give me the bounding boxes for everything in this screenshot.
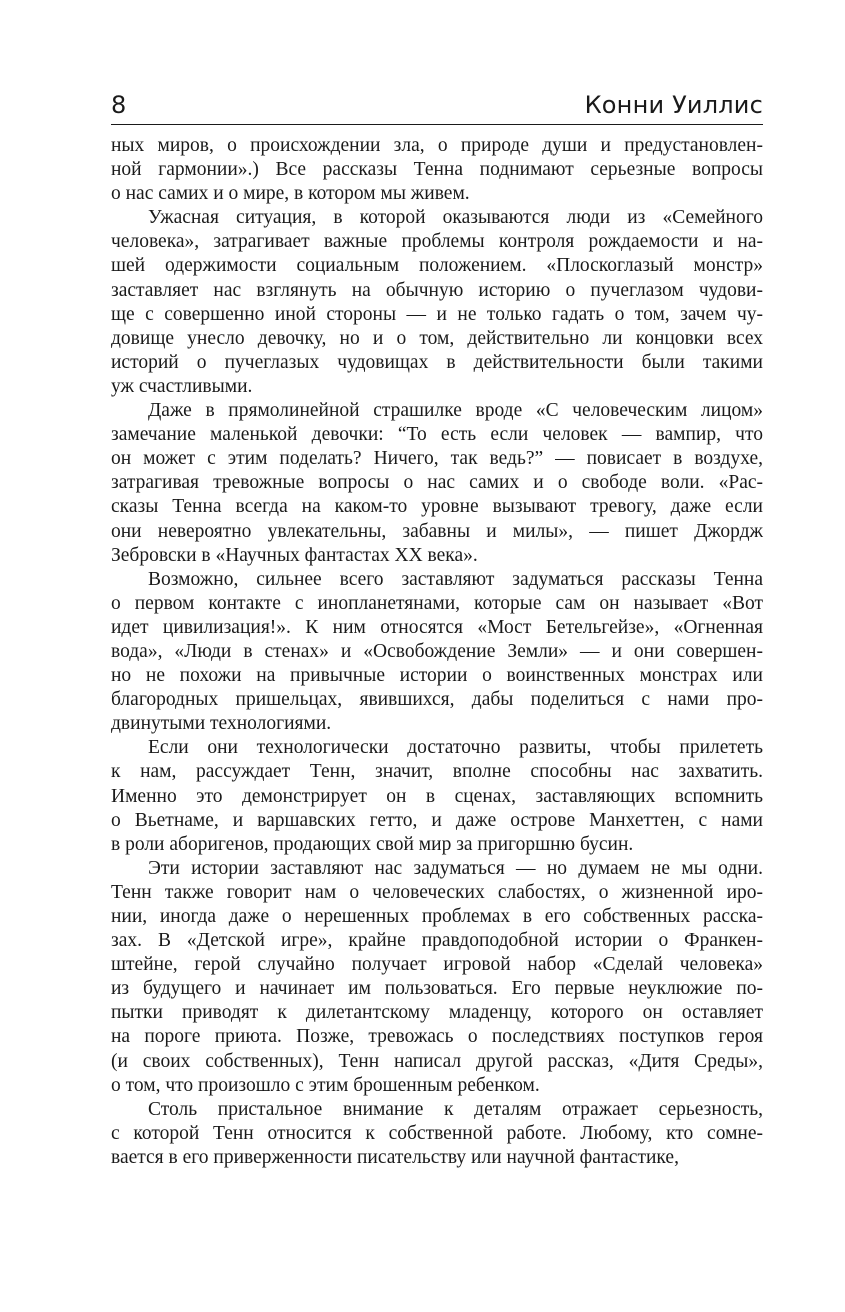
text-line: Тенн также говорит нам о человеческих слабостях, о жизненной иро- [111, 881, 763, 903]
text-line: довище унесло девочку, но и о том, действительно ли концовки всех [111, 327, 763, 349]
text-line: благородных пришельцах, явившихся, дабы поделиться с нами про- [111, 689, 763, 711]
text-line: (и своих собственных), Тенн написал другой рассказ, «Дитя Среды», [111, 1050, 763, 1072]
text-line: но не похожи на привычные истории о воинственных монстрах или [111, 665, 763, 687]
text-line: замечание маленькой девочки: “То есть если человек — вампир, что [111, 424, 763, 446]
text-line: Возможно, сильнее всего заставляют задуматься рассказы Тенна [148, 568, 763, 590]
text-line: человека», затрагивает важные проблемы контроля рождаемости и на- [111, 231, 763, 253]
paragraph [111, 568, 763, 737]
running-title: Конни Уиллис [584, 91, 763, 119]
text-line: зах. В «Детской игре», крайне правдоподобной истории о Франкен- [111, 930, 763, 952]
page-header [111, 84, 763, 125]
text-line: историй о пучеглазых чудовищах в действительности были такими [111, 351, 763, 373]
text-line: ных миров, о происхождении зла, о природе души и предустановлен- [111, 135, 763, 156]
text-line: Именно это демонстрирует он в сценах, заставляющих вспомнить [111, 785, 763, 807]
text-line: Столь пристальное внимание к деталям отражает серьезность, [148, 1098, 763, 1120]
text-line: затрагивая тревожные вопросы о нас самих и о свободе воли. «Рас- [111, 472, 763, 494]
paragraph [111, 206, 763, 399]
text-line: из будущего и начинает им пользоваться. Его первые неуклюжие по- [111, 978, 763, 1000]
paragraph [111, 857, 763, 1098]
text-line: Зебровски в «Научных фантастах XX века». [111, 544, 478, 566]
text-line: Даже в прямолинейной страшилке вроде «С человеческим лицом» [148, 400, 763, 422]
text-line: Ужасная ситуация, в которой оказываются люди из «Семейного [148, 207, 763, 229]
text-line: сказы Тенна всегда на каком-то уровне вызывают тревогу, даже если [111, 496, 763, 518]
text-line: уж счастливыми. [111, 375, 253, 397]
paragraph [111, 399, 763, 568]
book-page [111, 84, 763, 1170]
text-line: о том, что произошло с этим брошенным ребенком. [111, 1074, 540, 1096]
text-line: нии, иногда даже о нерешенных проблемах в его собственных расска- [111, 906, 763, 927]
text-line: Эти истории заставляют нас задуматься — но думаем не мы одни. [148, 857, 763, 879]
paragraph [111, 134, 763, 206]
text-line: о Вьетнаме, и варшавских гетто, и даже острове Манхеттен, с нами [111, 809, 763, 831]
text-line: о первом контакте с инопланетянами, которые сам он называет «Вот [111, 592, 763, 614]
page-number: 8 [111, 91, 127, 119]
text-line: двинутыми технологиями. [111, 713, 332, 735]
text-line: к нам, рассуждает Тенн, значит, вполне способны нас захватить. [111, 761, 763, 783]
text-line: вода», «Люди в стенах» и «Освобождение Земли» — и они совершен- [111, 640, 763, 662]
text-line: штейне, герой случайно получает игровой набор «Сделай человека» [111, 954, 763, 976]
text-line: о нас самих и о мире, в котором мы живем. [111, 183, 470, 205]
text-line: ще с совершенно иной стороны — и не только гадать о том, зачем чу- [111, 303, 763, 325]
paragraph [111, 1098, 763, 1170]
text-line: вается в его приверженности писательству или научной фантастике, [111, 1146, 679, 1168]
text-line: пытки приводят к дилетантскому младенцу, которого он оставляет [111, 1002, 763, 1024]
text-line: в роли аборигенов, продающих свой мир за пригоршню бусин. [111, 833, 634, 855]
text-line: идет цивилизация!». К ним относятся «Мост Бетельгейзе», «Огненная [111, 616, 763, 638]
paragraph [111, 736, 763, 856]
text-line: на пороге приюта. Позже, тревожась о последствиях поступков героя [111, 1026, 763, 1048]
text-line: он может с этим поделать? Ничего, так ведь?” — повисает в воздухе, [111, 448, 763, 470]
text-line: ной гармонии».) Все рассказы Тенна поднимают серьезные вопросы [111, 159, 763, 181]
text-line: с которой Тенн относится к собственной работе. Любому, кто сомне- [111, 1122, 763, 1144]
text-line: заставляет нас взглянуть на обычную историю о пучеглазом чудови- [111, 279, 763, 301]
text-line: Если они технологически достаточно развиты, чтобы прилететь [148, 737, 763, 759]
body-text [111, 134, 763, 1170]
text-line: они невероятно увлекательны, забавны и милы», — пишет Джордж [111, 520, 763, 542]
text-line: шей одержимости социальным положением. «Плоскоглазый монстр» [111, 255, 763, 277]
